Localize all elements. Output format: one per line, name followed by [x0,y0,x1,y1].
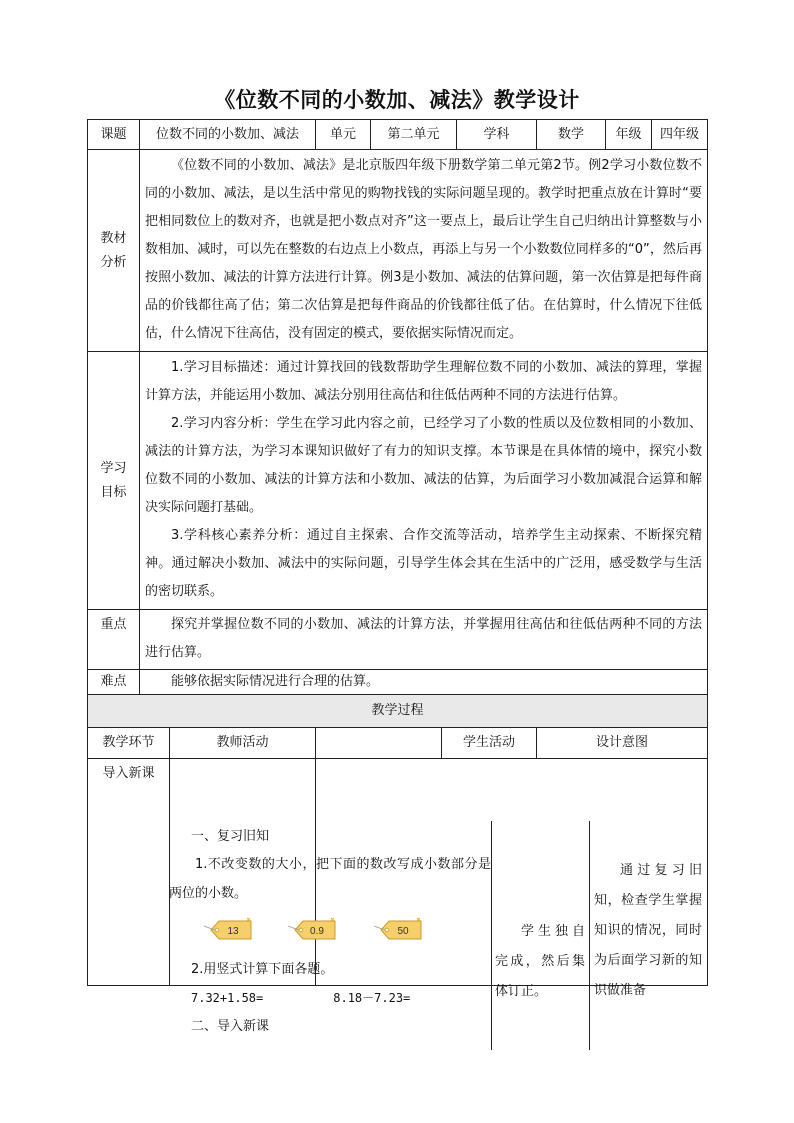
difficulty-text: 能够依据实际情况进行合理的估算。 [171,674,380,689]
design-intent: 通过复习旧知，检查学生掌握知识的情况，同时为后面学习新的知识做准备 [594,863,702,998]
goals-text-cell [140,352,708,610]
divider [491,821,492,1050]
grade-value: 四年级 [652,120,708,150]
process-column-header [88,728,708,759]
material-text: 《位数不同的小数加、减法》是北京版四年级下册数学第二单元第2节。例2学习小数位数不同的小数加、减法，是以生活中常见的购物找钱的实际问题呈现的。教学时把重点放在计算时“要把相同数位上的数对齐，也就是把小数点对齐”这一要点上，最后让学生自己归纳出计算整数与小数相加、减时，可以先在整数的右边点上小数点，再添上与另一个小数数位同样多的“0”，然后再按照小数加、减法的计算方法进行计算。例3是小数加、减法的估算问题，第一次估算是把每件商品的价钱都往高了估；第二次估算是把每件商品的价钱都往低了估。在估算时，什么情况下往低估，什么情况下往高估，没有固定的模式，要依据实际情况而定。 [145,158,702,341]
tag-shape-icon [287,916,339,944]
lesson-value: 位数不同的小数加、减法 [140,120,316,150]
material-text-cell [140,150,708,352]
grade-label: 年级 [606,120,652,150]
header-row [88,120,708,150]
calc-problem-2: 8.18－7.23= [333,991,411,1005]
number-tags [169,910,491,952]
col-teacher-header: 教师活动 [216,735,269,750]
goal-item-1: 1.学习目标描述：通过计算找回的钱数帮助学生理解位数不同的小数加、减法的算理，掌握计算方法，并能运用小数加、减法分别用往高估和往低估两种不同的方法进行估算。 [145,360,702,403]
document-title: 《位数不同的小数加、减法》教学设计 [214,88,580,112]
difficulty-row [88,670,708,695]
key-point-text: 探究并掌握位数不同的小数加、减法的计算方法，并掌握用往高估和往低估两种不同的方法进行估算。 [145,617,702,660]
subject-value: 数学 [537,120,606,150]
key-point-label: 重点 [88,610,140,670]
price-tag-50 [373,916,425,944]
col-intent-header: 设计意图 [537,728,708,759]
price-tag-0-9 [287,916,339,944]
key-point-row [88,610,708,670]
difficulty-label: 难点 [88,670,140,695]
tag-shape-icon [373,916,425,944]
col-stage-header: 教学环节 [88,728,170,758]
col-student-header: 学生活动 [462,735,515,750]
tag-shape-icon [203,916,255,944]
tag-value-13: 13 [227,926,239,937]
goal-item-2: 2.学习内容分析：学生在学习此内容之前，已经学习了小数的性质以及位数相同的小数加、减法的计算方法，为学习本课知识做好了有力的知识支撑。本节课是在具体情的境中，探究小数位数不同的小数加、减法的计算方法和小数加、减法的估算，为后面学习小数加减混合运算和解决实际问题打基础。 [145,416,702,515]
teacher-question-1: 1.不改变数的大小，把下面的数改写成小数部分是两位的小数。 [169,857,491,901]
unit-label: 单元 [316,120,371,150]
process-section-row [88,695,708,728]
calc-problem-1: 7.32+1.58= [191,991,264,1005]
material-label: 教材 分析 [88,150,140,352]
subject-label: 学科 [457,120,537,150]
lesson-label: 课题 [88,120,140,150]
student-activity: 学生独自完成，然后集体订正。 [495,924,585,999]
divider [589,821,590,1050]
process-header-cell [88,728,316,759]
material-row [88,150,708,352]
teacher-heading-review: 一、复习旧知 [191,829,270,844]
calc-problems [169,983,491,1013]
difficulty-text-cell [140,670,708,695]
goal-item-3: 3.学科核心素养分析：通过自主探索、合作交流等活动，培养学生主动探索、不断探究精神。通过解决小数加、减法中的实际问题，引导学生体会其在生活中的广泛用，感受数学与生活的密切联系。 [145,528,702,599]
goals-row [88,352,708,610]
tag-value-0-9: 0.9 [310,926,324,937]
teacher-question-2: 2.用竖式计算下面各题。 [191,962,334,977]
goals-label: 学习 目标 [88,352,140,610]
unit-value: 第二单元 [371,120,457,150]
process-header-cell-2 [316,728,537,759]
teacher-heading-intro: 二、导入新课 [191,1019,270,1034]
process-section-title: 教学过程 [88,695,708,728]
teacher-activity-content [169,823,491,1040]
key-point-text-cell [140,610,708,670]
stage-intro: 导入新课 [88,759,170,985]
tag-value-50: 50 [397,926,409,937]
price-tag-13 [203,916,255,944]
